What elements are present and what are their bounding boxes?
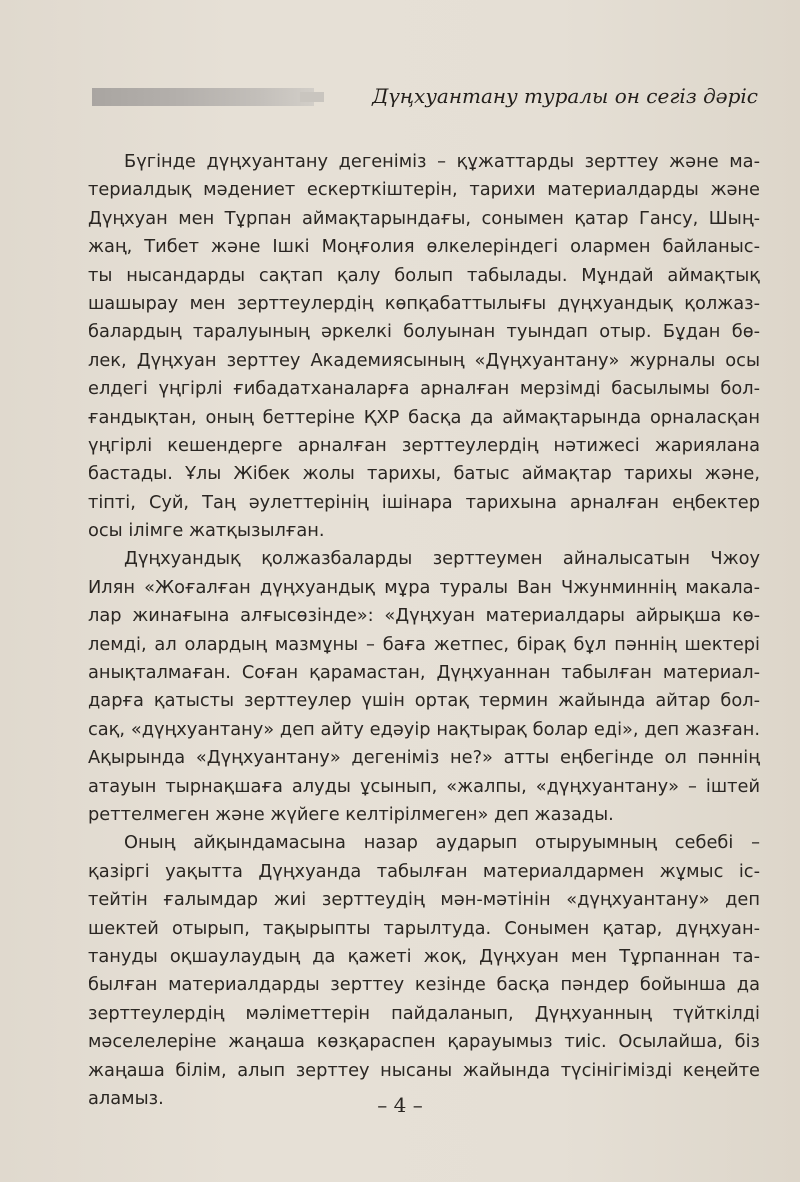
paragraph — [88, 545, 760, 829]
text-line: лар жинағына алғысөзінде»: «Дүңхуан материалдары айрықша кө- — [88, 605, 760, 627]
text-line: ғандықтан, оның беттеріне ҚХР басқа да аймақтарында орналасқан — [88, 406, 760, 428]
text-line: Ақырында «Дүңхуантану» дегеніміз не?» атты еңбегінде ол пәннің — [88, 747, 760, 769]
text-line: жаң, Тибет және Ішкі Моңғолия өлкелеріндегі олармен байланыс- — [88, 236, 760, 258]
text-line: үңгірлі кешендерге арналған зерттеулердің нәтижесі жариялана — [88, 434, 760, 456]
text-line: бастады. Ұлы Жібек жолы тарихы, батыс аймақтар тарихы және, — [88, 463, 760, 485]
text-line: жаңаша білім, алып зерттеу нысаны жайында түсінігімізді кеңейте — [88, 1059, 760, 1081]
text-line: тануды оқшаулаудың да қажеті жоқ, Дүңхуан мен Тұрпаннан та- — [88, 945, 760, 967]
text-line: тіпті, Суй, Таң әулеттерінің ішінара тарихына арналған еңбектер — [88, 491, 760, 513]
text-line: териалдық мәдениет ескерткіштерін, тарихи материалдарды және — [88, 179, 760, 201]
paragraph — [88, 148, 760, 545]
text-line: лек, Дүңхуан зерттеу Академиясының «Дүңхуантану» журналы осы — [88, 349, 760, 371]
header-decorative-bar — [92, 88, 314, 106]
text-line: шектей отырып, тақырыпты тарылтуда. Сонымен қатар, дүңхуан- — [88, 917, 760, 939]
text-line: елдегі үңгірлі ғибадатханаларға арналған мерзімді басылымы бол- — [88, 378, 760, 400]
text-line: былған материалдарды зерттеу кезінде басқа пәндер бойынша да — [88, 974, 760, 996]
running-header-title: Дүңхуантану туралы он сегіз дәріс — [372, 84, 758, 108]
text-line: балардың таралуының әркелкі болуынан туындап отыр. Бұдан бө- — [88, 321, 760, 343]
header-decorative-tab — [300, 92, 324, 102]
text-line: атауын тырнақшаға алуды ұсынып, «жалпы, «дүңхуантану» – іштей — [88, 775, 760, 797]
text-line: Бүгінде дүңхуантану дегеніміз – құжаттарды зерттеу және ма- — [124, 151, 760, 172]
text-line: аламыз. — [88, 1087, 164, 1109]
text-line: қазіргі уақытта Дүңхуанда табылған материалдармен жұмыс іс- — [88, 860, 760, 882]
text-line: лемді, ал олардың мазмұны – баға жетпес, бірақ бұл пәннің шектері — [88, 633, 760, 655]
text-line: Дүңхуан мен Тұрпан аймақтарындағы, сонымен қатар Гансу, Шың- — [88, 207, 760, 229]
text-line: ты нысандарды сақтап қалу болып табылады. Мұндай аймақтық — [88, 264, 760, 286]
text-line: Дүңхуандық қолжазбаларды зерттеумен айналысатын Чжоу — [124, 548, 760, 570]
text-line: осы ілімге жатқызылған. — [88, 520, 325, 542]
text-line: Илян «Жоғалған дүңхуандық мұра туралы Ван Чжунминнің макала- — [88, 576, 760, 598]
page-number: – 4 – — [377, 1093, 423, 1117]
text-line: сақ, «дүңхуантану» деп айту едәуір нақтырақ болар еді», деп жазған. — [88, 718, 760, 740]
text-line: мәселелеріне жаңаша көзқараспен қарауымыз тиіс. Осылайша, біз — [88, 1031, 760, 1053]
text-line: реттелмеген және жүйеге келтірілмеген» деп жазады. — [88, 803, 614, 825]
body-text — [88, 148, 760, 1113]
text-line: шашырау мен зерттеулердің көпқабаттылығы дүңхуандық қолжаз- — [88, 292, 760, 314]
text-line: Оның айқындамасына назар аударып отыруымның себебі – — [124, 832, 760, 854]
text-line: тейтін ғалымдар жиі зерттеудің мән-мәтінін «дүңхуантану» деп — [88, 889, 760, 911]
text-line: дарға қатысты зерттеулер үшін ортақ термин жайында айтар бол- — [88, 690, 760, 712]
text-line: зерттеулердің мәліметтерін пайдаланып, Дүңхуанның түйткілді — [88, 1002, 760, 1024]
text-line: анықталмаған. Соған қарамастан, Дүңхуаннан табылған материал- — [88, 662, 760, 684]
paragraph — [88, 829, 760, 1113]
